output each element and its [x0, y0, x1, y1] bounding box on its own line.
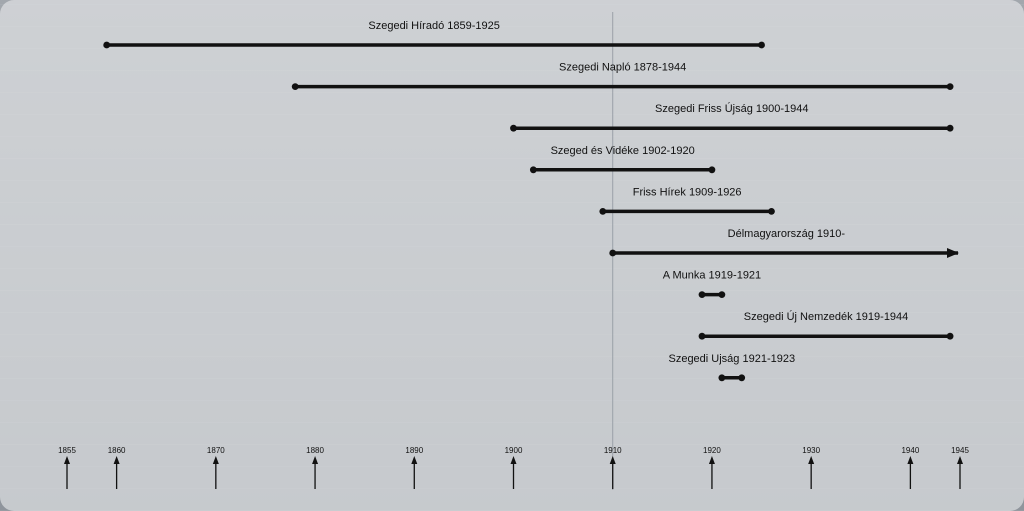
- tick-label: 1940: [901, 446, 920, 455]
- axis-tick: [405, 446, 423, 489]
- tick-arrow-head: [808, 456, 814, 464]
- axis-tick: [207, 446, 225, 489]
- tick-label: 1910: [603, 446, 622, 455]
- axis-tick: [703, 446, 721, 489]
- tick-label: 1890: [405, 446, 424, 455]
- tick-arrow-head: [610, 456, 616, 464]
- timeline-bar: [103, 20, 765, 48]
- axis-tick: [604, 446, 622, 489]
- tick-arrow-head: [312, 456, 318, 464]
- tick-label: 1945: [951, 446, 969, 455]
- bar-label: Friss Hírek 1909-1926: [632, 186, 742, 199]
- bar-label: A Munka 1919-1921: [662, 269, 762, 282]
- bar-end-dot: [947, 333, 954, 340]
- bar-end-dot: [709, 166, 716, 173]
- bar-start-dot: [718, 374, 725, 381]
- bar-label: Szegedi Új Nemzedék 1919-1944: [743, 311, 909, 324]
- bar-end-dot: [758, 42, 765, 49]
- tick-arrow-head: [213, 456, 219, 464]
- bar-label: Szeged és Vidéke 1902-1920: [550, 144, 695, 157]
- bar-start-dot: [510, 125, 517, 132]
- tick-label: 1855: [58, 446, 76, 455]
- bar-label: Szegedi Napló 1878-1944: [559, 61, 687, 74]
- bar-start-dot: [530, 166, 537, 173]
- bar-end-dot: [947, 83, 954, 90]
- bar-label: Szegedi Ujság 1921-1923: [668, 352, 796, 365]
- bar-start-dot: [609, 250, 616, 257]
- bar-start-dot: [292, 83, 299, 90]
- tick-arrow-head: [957, 456, 963, 464]
- timeline-bar: [699, 310, 954, 339]
- tick-arrow-head: [709, 456, 715, 464]
- bar-end-dot: [738, 374, 745, 381]
- tick-arrow-head: [114, 456, 120, 464]
- timeline-bar: [663, 270, 761, 298]
- bar-start-dot: [699, 333, 706, 340]
- axis-tick: [901, 446, 919, 489]
- bar-start-dot: [599, 208, 606, 215]
- tick-label: 1900: [504, 446, 523, 455]
- axis-tick: [108, 446, 126, 489]
- timeline-bar: [292, 62, 954, 90]
- bar-label: Szegedi Híradó 1859-1925: [368, 20, 500, 32]
- axis-tick: [306, 446, 324, 489]
- axis-tick: [802, 446, 820, 489]
- tick-arrow-head: [907, 456, 913, 464]
- timeline-bar: [609, 228, 958, 256]
- bar-label: Szegedi Friss Újság 1900-1944: [655, 103, 809, 116]
- tick-label: 1860: [107, 446, 126, 455]
- tick-label: 1930: [802, 446, 821, 455]
- axis-tick: [505, 446, 523, 489]
- tick-arrow-head: [411, 456, 417, 464]
- timeline-bar: [599, 186, 774, 214]
- timeline-bar: [530, 145, 715, 173]
- bar-end-dot: [947, 125, 954, 132]
- axis-tick: [951, 446, 969, 489]
- tick-arrow-head: [511, 456, 517, 464]
- bar-end-dot: [768, 208, 775, 215]
- tick-arrow-head: [64, 456, 70, 464]
- tick-label: 1880: [306, 446, 324, 455]
- bar-end-dot: [718, 291, 725, 298]
- tick-label: 1920: [703, 446, 721, 455]
- bar-label: Délmagyarország 1910-: [727, 228, 846, 240]
- timeline-bar: [668, 353, 795, 381]
- bar-start-dot: [103, 42, 110, 49]
- bar-start-dot: [699, 291, 706, 298]
- tick-label: 1870: [206, 446, 225, 455]
- axis-tick: [58, 446, 76, 489]
- timeline-bar: [510, 102, 953, 131]
